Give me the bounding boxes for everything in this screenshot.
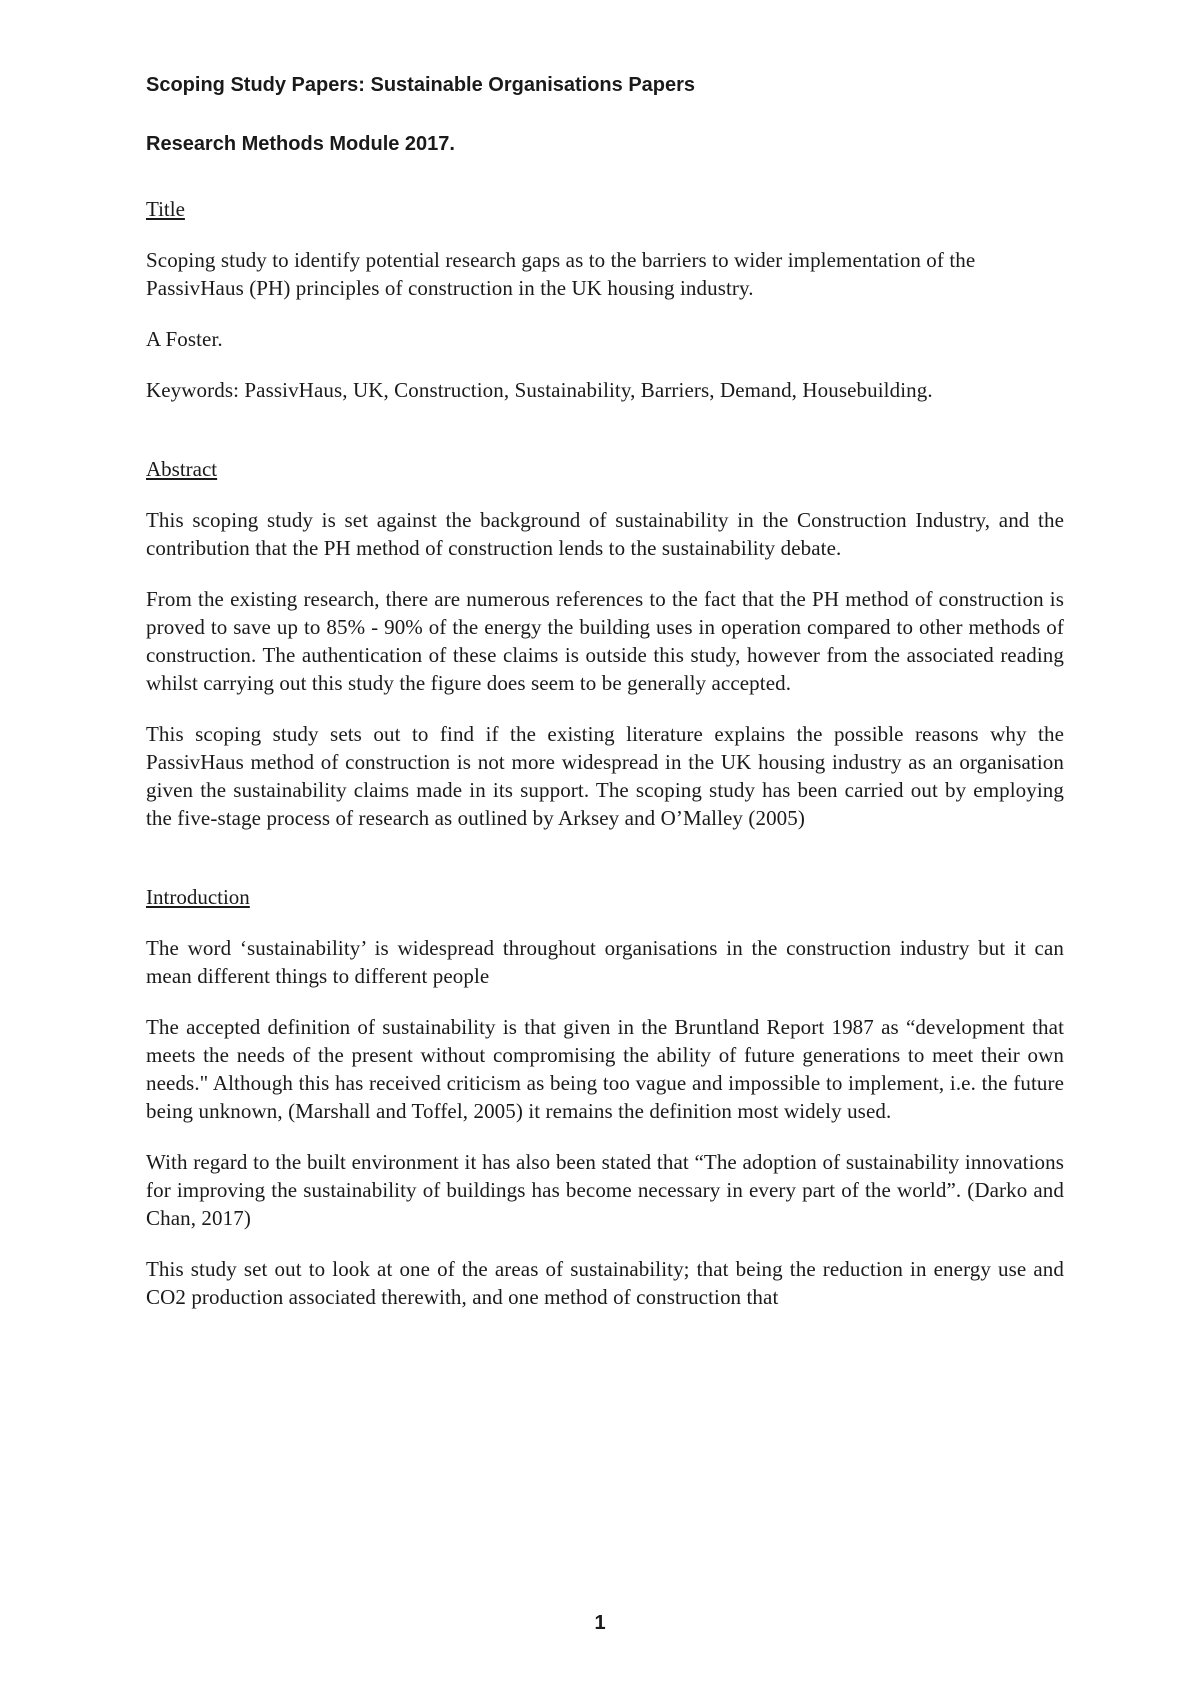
abstract-paragraph: This scoping study is set against the background of sustainability in the Construction Industry, and the contribution that the PH method of construction lends to the sustainability debate. <box>146 508 1064 560</box>
keywords: Keywords: PassivHaus, UK, Construction, Sustainability, Barriers, Demand, Housebuilding. <box>146 378 933 402</box>
page-number: 1 <box>594 1612 606 1634</box>
abstract-paragraph: This scoping study sets out to find if the existing literature explains the possible reasons why the PassivHaus method of construction is not more widespread in the UK housing industry as an organisation given the sustainability claims made in its support. The scoping study has been carried out by employing the five-stage process of research as outlined by Arksey and O’Malley (2005) <box>146 722 1064 830</box>
page-content <box>146 70 1064 1334</box>
document-series-title: Scoping Study Papers: Sustainable Organisations Papers <box>146 74 696 96</box>
introduction-paragraph: The word ‘sustainability’ is widespread throughout organisations in the construction industry but it can mean different things to different people <box>146 936 1064 988</box>
introduction-paragraph: The accepted definition of sustainability is that given in the Bruntland Report 1987 as “development that meets the needs of the present without compromising the ability of future generations to meet their own needs." Although this has received criticism as being too vague and impossible to implement, i.e. the future being unknown, (Marshall and Toffel, 2005) it remains the definition most widely used. <box>146 1015 1064 1123</box>
abstract-paragraph: From the existing research, there are numerous references to the fact that the PH method of construction is proved to save up to 85% - 90% of the energy the building uses in operation compared to other methods of construction. The authentication of these claims is outside this study, however from the associated reading whilst carrying out this study the figure does seem to be generally accepted. <box>146 587 1064 695</box>
paper-title: Scoping study to identify potential research gaps as to the barriers to wider implementation of the PassivHaus (PH) principles of construction in the UK housing industry. <box>146 248 976 300</box>
author: A Foster. <box>146 327 223 351</box>
introduction-paragraph: With regard to the built environment it has also been stated that “The adoption of sustainability innovations for improving the sustainability of buildings has become necessary in every part of the world”. (Darko and Chan, 2017) <box>146 1150 1064 1230</box>
introduction-paragraph: This study set out to look at one of the areas of sustainability; that being the reduction in energy use and CO2 production associated therewith, and one method of construction that <box>146 1257 1064 1309</box>
module-title: Research Methods Module 2017. <box>146 133 455 155</box>
abstract-heading: Abstract <box>146 457 218 481</box>
title-heading: Title <box>146 197 185 221</box>
introduction-heading: Introduction <box>146 885 250 909</box>
